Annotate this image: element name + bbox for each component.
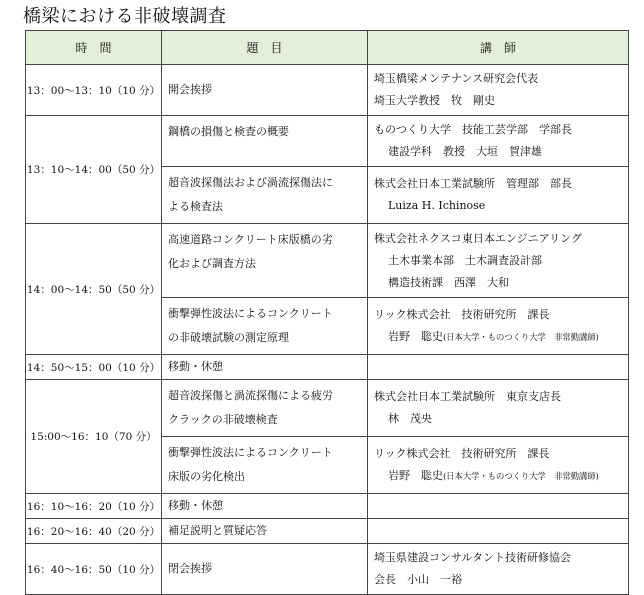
topic-cell <box>162 544 368 595</box>
speaker-cell <box>368 519 629 544</box>
header-topic: 題 目 <box>162 31 368 65</box>
table-row <box>26 494 629 519</box>
header-speaker: 講 師 <box>368 31 629 65</box>
speaker-line: Luiza H. Ichinose <box>388 199 486 212</box>
speaker-cell <box>368 298 629 355</box>
topic-line: 衝撃弾性波法によるコンクリート <box>168 307 333 320</box>
topic-cell <box>162 224 368 298</box>
speaker-line <box>374 465 622 488</box>
speaker-cell <box>368 65 629 116</box>
time-cell: 16：40〜16：50（10 分） <box>26 544 162 595</box>
topic-line: 高速道路コンクリート床版橋の劣 <box>168 233 333 246</box>
header-row <box>26 31 629 65</box>
topic-cell <box>162 380 368 437</box>
time-cell: 14：00〜14：50（50 分） <box>26 224 162 355</box>
table-row <box>26 380 629 437</box>
speaker-line: 林 茂央 <box>388 412 432 425</box>
topic-cell <box>162 437 368 494</box>
topic-line: よる検査法 <box>168 200 223 213</box>
topic-line: 超音波探傷と渦流探傷による疲労 <box>168 389 333 402</box>
topic-cell <box>162 355 368 380</box>
speaker-name: 岩野 聡史 <box>388 329 443 343</box>
speaker-cell <box>368 380 629 437</box>
speaker-line: リック株式会社 技術研究所 課長 <box>374 446 550 460</box>
topic-line: 閉会挨拶 <box>168 562 212 575</box>
speaker-line: 株式会社日本工業試験所 管理部 部長 <box>374 177 572 190</box>
time-cell: 13：10〜14：00（50 分） <box>26 116 162 224</box>
time-cell: 15:00〜16：10（70 分） <box>26 380 162 494</box>
speaker-cell <box>368 355 629 380</box>
table-row <box>26 544 629 595</box>
speaker-cell <box>368 494 629 519</box>
header-time: 時 間 <box>26 31 162 65</box>
speaker-line: 建設学科 教授 大垣 賀津雄 <box>388 145 542 158</box>
speaker-cell <box>368 167 629 224</box>
speaker-cell <box>368 544 629 595</box>
table-row <box>26 519 629 544</box>
speaker-cell <box>368 224 629 298</box>
speaker-line: 埼玉橋梁メンテナンス研究会代表 <box>374 72 539 85</box>
speaker-cell <box>368 437 629 494</box>
table-row <box>26 116 629 167</box>
speaker-line: 会長 小山 一裕 <box>374 573 462 586</box>
time-cell: 13：00〜13：10（10 分） <box>26 65 162 116</box>
speaker-line: 株式会社日本工業試験所 東京支店長 <box>374 390 561 403</box>
document-title: 橋梁における非破壊調査 <box>23 6 227 27</box>
table-row <box>26 355 629 380</box>
topic-line: 開会挨拶 <box>168 83 212 96</box>
topic-cell <box>162 519 368 544</box>
speaker-line <box>374 326 622 349</box>
speaker-affiliation: (日本大学・ものつくり大学 非常勤講師) <box>443 332 599 343</box>
topic-line: 化および調査方法 <box>168 257 256 270</box>
time-cell: 16：10〜16：20（10 分） <box>26 494 162 519</box>
speaker-line: リック株式会社 技術研究所 課長 <box>374 307 550 321</box>
topic-cell <box>162 116 368 167</box>
speaker-name: 岩野 聡史 <box>388 468 443 482</box>
topic-line: の非破壊試験の測定原理 <box>168 331 289 344</box>
topic-cell <box>162 494 368 519</box>
table-row <box>26 224 629 298</box>
speaker-line: 埼玉県建設コンサルタント技術研修協会 <box>374 551 572 564</box>
time-cell: 16：20〜16：40（20 分） <box>26 519 162 544</box>
topic-line: 補足説明と質疑応答 <box>168 524 267 537</box>
schedule-table <box>25 30 629 595</box>
speaker-cell <box>368 116 629 167</box>
topic-line: 鋼橋の損傷と検査の概要 <box>168 125 289 138</box>
topic-line: 超音波探傷法および渦流探傷法に <box>168 176 333 189</box>
speaker-line: 土木事業本部 土木調査設計部 <box>388 253 542 267</box>
topic-line: 衝撃弾性波法によるコンクリート <box>168 446 333 459</box>
speaker-line: 株式会社ネクスコ東日本エンジニアリング <box>374 231 582 245</box>
topic-line: 移動・休憩 <box>168 499 223 512</box>
table-row <box>26 65 629 116</box>
topic-line: クラックの非破壊検査 <box>168 413 278 426</box>
speaker-line: ものつくり大学 技能工芸学部 学部長 <box>374 123 572 136</box>
speaker-line: 構造技術課 西澤 大和 <box>388 275 509 289</box>
topic-cell <box>162 167 368 224</box>
topic-cell <box>162 65 368 116</box>
speaker-line: 埼玉大学教授 牧 剛史 <box>374 94 495 107</box>
topic-line: 移動・休憩 <box>168 360 223 373</box>
topic-line: 床版の劣化検出 <box>168 470 245 483</box>
time-cell: 14：50〜15：00（10 分） <box>26 355 162 380</box>
speaker-affiliation: (日本大学・ものつくり大学 非常勤講師) <box>443 471 599 482</box>
topic-cell <box>162 298 368 355</box>
